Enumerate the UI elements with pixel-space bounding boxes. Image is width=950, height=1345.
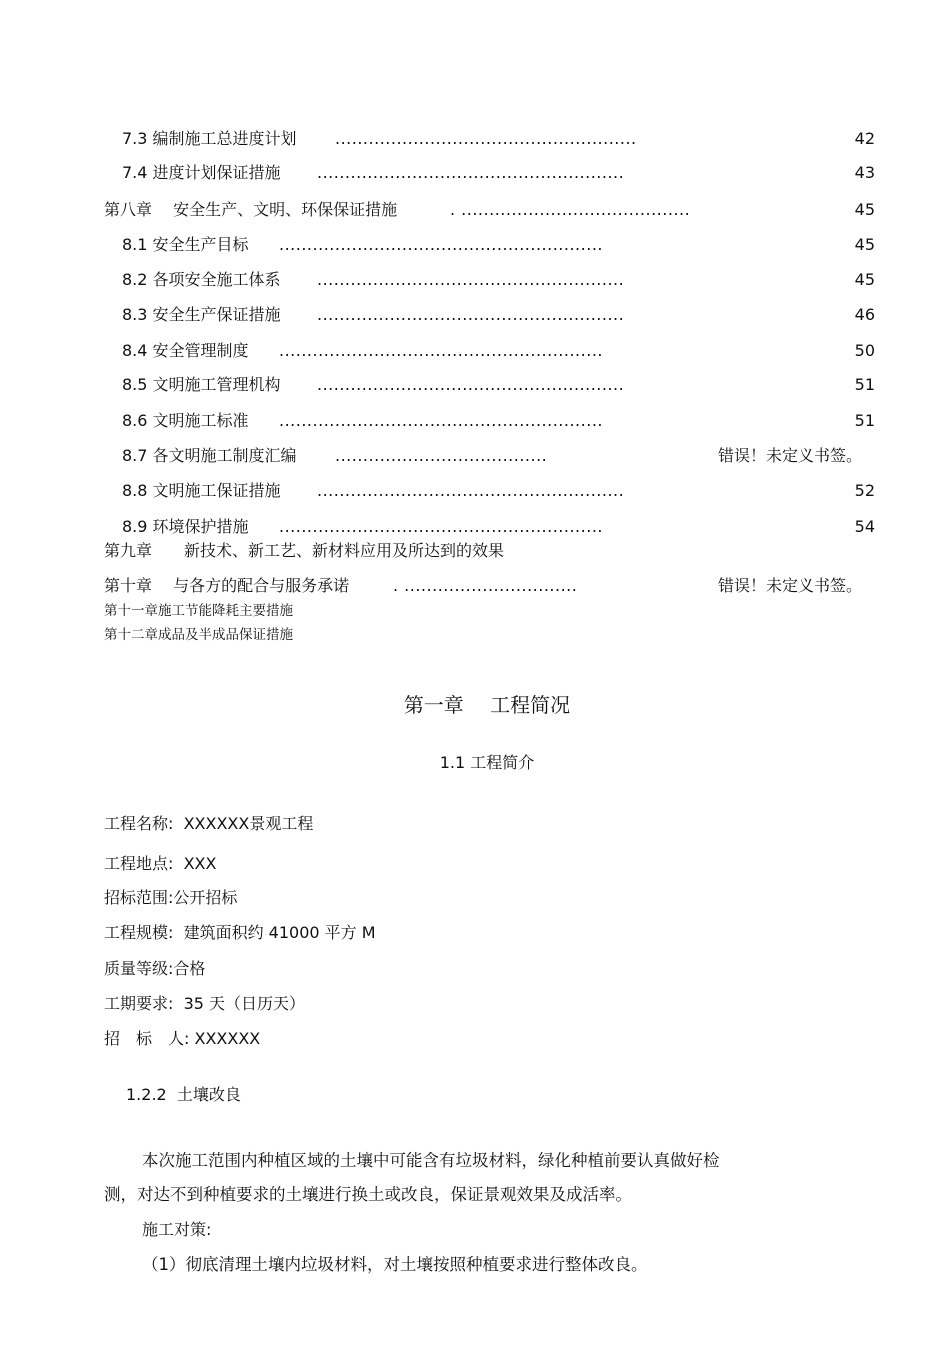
toc-leader-dots: . ............................... (393, 576, 578, 595)
toc-entry-8-4[interactable] (122, 339, 875, 363)
toc-page-number: 45 (854, 235, 875, 254)
toc-page-number: 51 (854, 375, 875, 394)
toc-leader-dots: .......................................................... (279, 411, 603, 430)
toc-leader-dots: ....................................................... (317, 270, 625, 289)
toc-page-number: 42 (854, 129, 875, 148)
field-project-location (104, 852, 216, 876)
toc-page-number: 54 (854, 517, 875, 536)
toc-page-number: 51 (854, 411, 875, 430)
field-value: XXX (183, 854, 217, 873)
body-paragraph-line: 测，对达不到种植要求的土壤进行换土或改良，保证景观效果及成活率。 (104, 1185, 632, 1204)
toc-entry-chapter-9[interactable] (104, 539, 875, 563)
toc-leader-dots: ...................................................... (335, 129, 637, 148)
toc-leader-dots: .......................................................... (279, 517, 603, 536)
toc-entry-label: 7.4 进度计划保证措施 (122, 163, 281, 182)
field-duration (104, 992, 305, 1016)
toc-leader-dots: ...................................... (335, 446, 548, 465)
chapter-title: 第一章 工程简况 (403, 693, 571, 717)
field-value: 合格 (173, 959, 206, 978)
toc-entry-chapter-10[interactable] (104, 574, 862, 598)
toc-page-number: 45 (854, 200, 875, 219)
field-project-name (104, 812, 313, 836)
toc-leader-dots: ....................................................... (317, 375, 625, 394)
toc-entry-chapter-8[interactable] (104, 198, 875, 222)
toc-entry-label: 8.4 安全管理制度 (122, 341, 249, 360)
toc-entry-8-9[interactable] (122, 515, 875, 539)
toc-page-error: 错误！未定义书签。 (717, 576, 862, 595)
toc-entry-7-3[interactable] (122, 127, 875, 151)
toc-entry-label: 7.3 编制施工总进度计划 (122, 129, 297, 148)
measures-label: 施工对策: (142, 1220, 212, 1239)
toc-entry-label: 8.7 各文明施工制度汇编 (122, 446, 297, 465)
toc-entry-8-5[interactable] (122, 373, 875, 397)
toc-entry-8-7[interactable] (122, 444, 862, 468)
section-title: 1.1 工程简介 (439, 753, 535, 772)
toc-entry-chapter-12[interactable]: 第十二章成品及半成品保证措施 (104, 627, 293, 643)
toc-entry-8-6[interactable] (122, 409, 875, 433)
toc-leader-dots: ....................................................... (317, 305, 625, 324)
toc-entry-8-2[interactable] (122, 268, 875, 292)
field-label: 工程名称: (104, 814, 174, 833)
toc-entry-8-3[interactable] (122, 303, 875, 327)
toc-leader-dots: ....................................................... (317, 481, 625, 500)
toc-entry-7-4[interactable] (122, 161, 875, 185)
toc-entry-label: 8.3 安全生产保证措施 (122, 305, 281, 324)
toc-entry-chapter-11[interactable]: 第十一章施工节能降耗主要措施 (104, 603, 293, 619)
toc-leader-dots: . ......................................... (450, 200, 691, 219)
field-value: 35 天（日历天） (183, 994, 306, 1013)
toc-entry-label: 第十章 与各方的配合与服务承诺 (104, 576, 350, 595)
toc-entry-8-1[interactable] (122, 233, 875, 257)
body-paragraph-line: 本次施工范围内种植区域的土壤中可能含有垃圾材料，绿化种植前要认真做好检 (142, 1151, 720, 1170)
toc-leader-dots: .......................................................... (279, 235, 603, 254)
toc-entry-label: 8.6 文明施工标准 (122, 411, 249, 430)
field-value: 公开招标 (173, 888, 238, 907)
field-label: 工程规模: (104, 923, 174, 942)
field-tenderer (104, 1027, 260, 1051)
field-label: 招 标 人: (104, 1029, 190, 1048)
toc-page-number: 45 (854, 270, 875, 289)
toc-page-number: 52 (854, 481, 875, 500)
subsection-title: 土壤改良 (176, 1085, 241, 1104)
toc-page-error: 错误！未定义书签。 (717, 446, 862, 465)
subsection-number: 1.2.2 (126, 1085, 167, 1104)
field-label: 工期要求: (104, 994, 174, 1013)
field-value: XXXXXX (194, 1029, 261, 1048)
toc-leader-dots: ....................................................... (317, 163, 625, 182)
toc-entry-label: 8.1 安全生产目标 (122, 235, 249, 254)
toc-entry-label: 第九章 新技术、新工艺、新材料应用及所达到的效果 (104, 541, 505, 560)
toc-entry-label: 8.5 文明施工管理机构 (122, 375, 281, 394)
toc-page-number: 46 (854, 305, 875, 324)
field-bid-scope (104, 886, 237, 910)
field-project-scale (104, 921, 376, 945)
measure-item: （1）彻底清理土壤内垃圾材料，对土壤按照种植要求进行整体改良。 (142, 1255, 648, 1274)
field-value: XXXXXX景观工程 (183, 814, 314, 833)
toc-entry-label: 8.8 文明施工保证措施 (122, 481, 281, 500)
toc-leader-dots: .......................................................... (279, 341, 603, 360)
toc-page-number: 43 (854, 163, 875, 182)
toc-entry-label: 8.2 各项安全施工体系 (122, 270, 281, 289)
field-label: 工程地点: (104, 854, 174, 873)
subsection-heading (126, 1083, 241, 1107)
toc-page-number: 50 (854, 341, 875, 360)
field-value: 建筑面积约 41000 平方 M (183, 923, 376, 942)
field-label: 质量等级: (104, 959, 174, 978)
field-label: 招标范围: (104, 888, 174, 907)
toc-entry-label: 第八章 安全生产、文明、环保保证措施 (104, 200, 398, 219)
toc-entry-label: 8.9 环境保护措施 (122, 517, 249, 536)
field-quality-grade (104, 957, 205, 981)
toc-entry-8-8[interactable] (122, 479, 875, 503)
